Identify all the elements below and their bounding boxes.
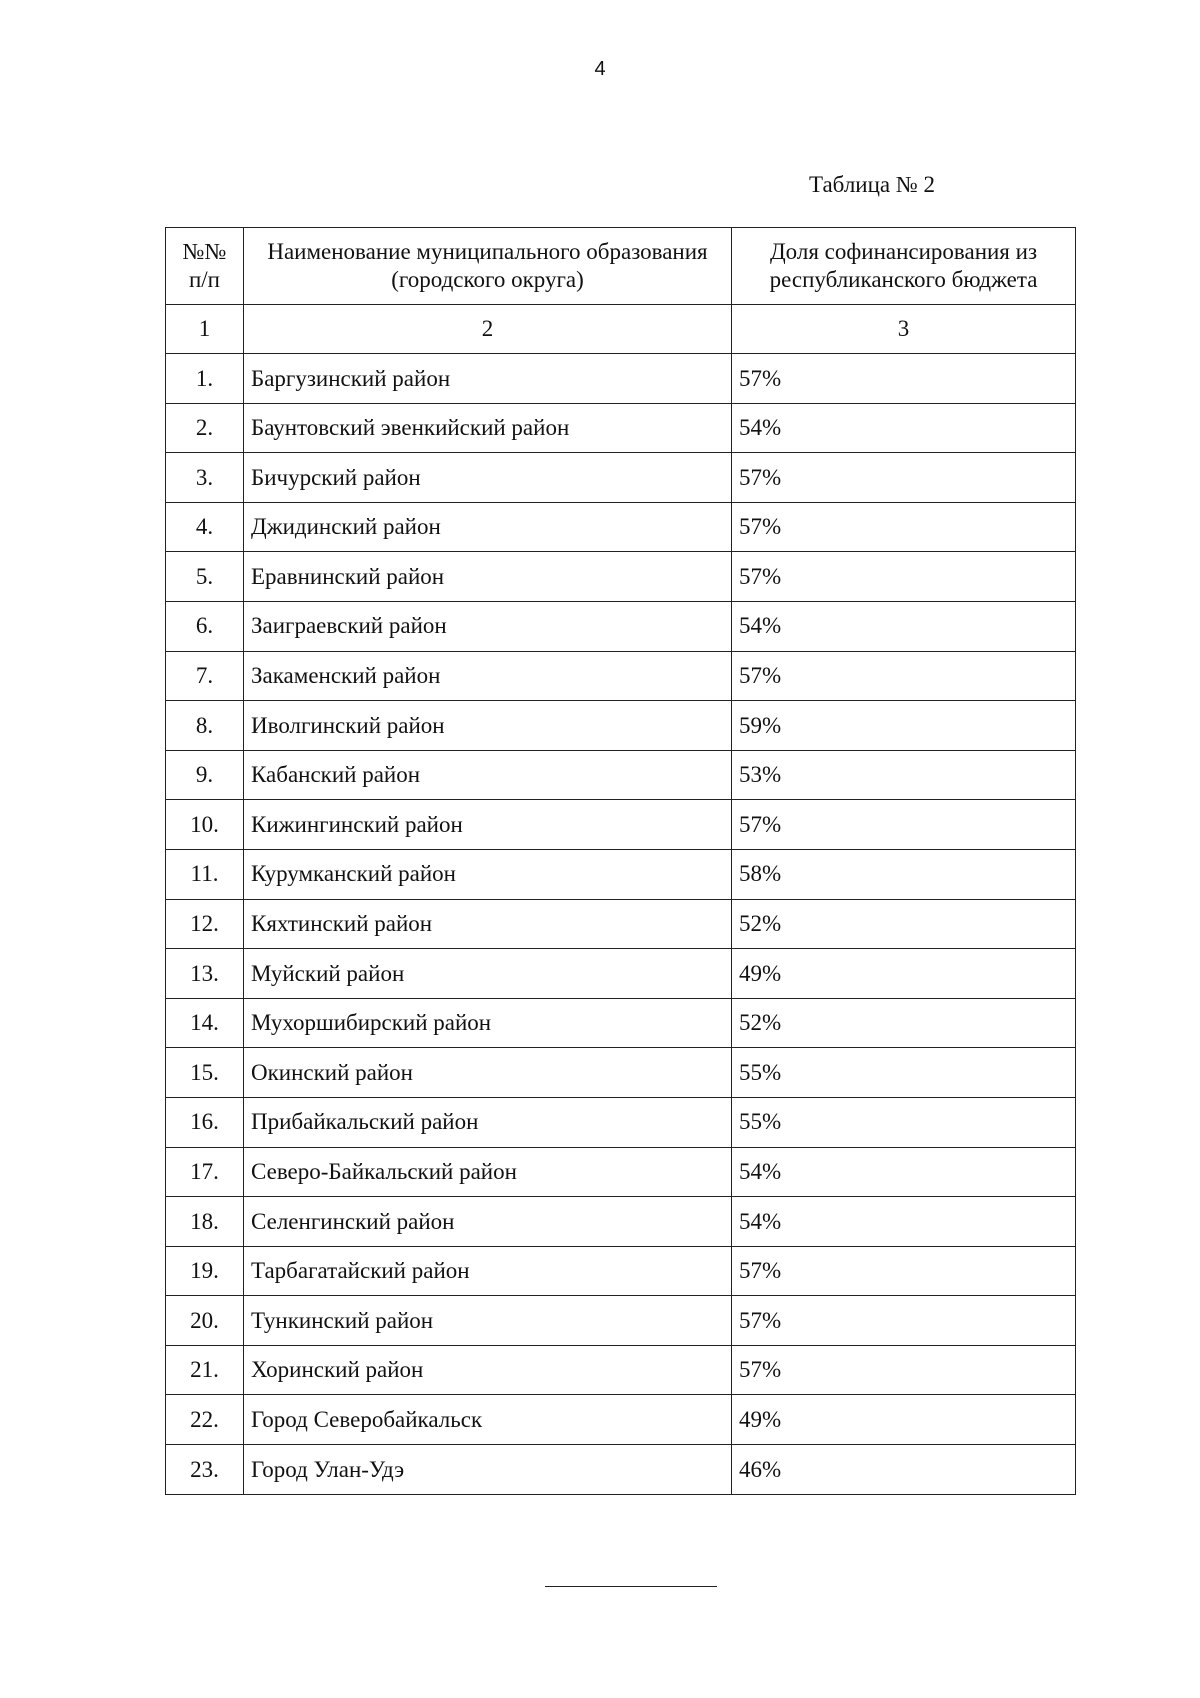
table-row — [166, 1445, 1076, 1495]
cofinancing-table — [165, 227, 1076, 1495]
table-row — [166, 1246, 1076, 1296]
cofinancing-share: 49% — [732, 949, 1076, 999]
page-number: 4 — [594, 58, 606, 80]
municipality-name: Иволгинский район — [244, 701, 732, 751]
row-number: 18. — [166, 1197, 244, 1247]
table-row — [166, 701, 1076, 751]
municipality-name: Баргузинский район — [244, 354, 732, 404]
cofinancing-share: 54% — [732, 601, 1076, 651]
table-row — [166, 998, 1076, 1048]
table-row — [166, 949, 1076, 999]
cofinancing-share: 57% — [732, 1296, 1076, 1346]
cofinancing-share: 54% — [732, 1197, 1076, 1247]
cofinancing-share: 54% — [732, 403, 1076, 453]
municipality-name: Кабанский район — [244, 750, 732, 800]
column-index: 1 — [166, 305, 244, 354]
table-header-row — [166, 228, 1076, 305]
municipality-name: Бичурский район — [244, 453, 732, 503]
column-index-row — [166, 305, 1076, 354]
row-number: 21. — [166, 1345, 244, 1395]
municipality-name: Город Улан-Удэ — [244, 1445, 732, 1495]
municipality-name: Кижингинский район — [244, 800, 732, 850]
cofinancing-share: 54% — [732, 1147, 1076, 1197]
row-number: 10. — [166, 800, 244, 850]
table-row — [166, 899, 1076, 949]
municipality-name: Курумканский район — [244, 849, 732, 899]
row-number: 14. — [166, 998, 244, 1048]
table-row — [166, 800, 1076, 850]
table-caption: Таблица № 2 — [809, 172, 936, 197]
table-row — [166, 1097, 1076, 1147]
municipality-name: Прибайкальский район — [244, 1097, 732, 1147]
municipality-name: Окинский район — [244, 1048, 732, 1098]
row-number: 16. — [166, 1097, 244, 1147]
table-row — [166, 1197, 1076, 1247]
cofinancing-share: 55% — [732, 1048, 1076, 1098]
row-number: 22. — [166, 1395, 244, 1445]
municipality-name: Баунтовский эвенкийский район — [244, 403, 732, 453]
cofinancing-share: 57% — [732, 651, 1076, 701]
row-number: 1. — [166, 354, 244, 404]
header-number — [166, 228, 244, 305]
header-share-line2: республиканского бюджета — [769, 267, 1038, 292]
row-number: 4. — [166, 502, 244, 552]
row-number: 6. — [166, 601, 244, 651]
municipality-name: Заиграевский район — [244, 601, 732, 651]
header-number-line2: п/п — [188, 267, 220, 292]
cofinancing-share: 57% — [732, 502, 1076, 552]
municipality-name: Мухоршибирский район — [244, 998, 732, 1048]
table-row — [166, 1345, 1076, 1395]
row-number: 15. — [166, 1048, 244, 1098]
row-number: 20. — [166, 1296, 244, 1346]
cofinancing-share: 49% — [732, 1395, 1076, 1445]
row-number: 23. — [166, 1445, 244, 1495]
municipality-name: Кяхтинский район — [244, 899, 732, 949]
cofinancing-share: 57% — [732, 354, 1076, 404]
cofinancing-share: 59% — [732, 701, 1076, 751]
table-row — [166, 1395, 1076, 1445]
municipality-name: Селенгинский район — [244, 1197, 732, 1247]
cofinancing-share: 57% — [732, 800, 1076, 850]
row-number: 8. — [166, 701, 244, 751]
municipality-name: Город Северобайкальск — [244, 1395, 732, 1445]
table-row — [166, 453, 1076, 503]
municipality-name: Джидинский район — [244, 502, 732, 552]
municipality-name: Хоринский район — [244, 1345, 732, 1395]
header-municipality — [244, 228, 732, 305]
table-row — [166, 403, 1076, 453]
row-number: 13. — [166, 949, 244, 999]
row-number: 12. — [166, 899, 244, 949]
cofinancing-share: 52% — [732, 998, 1076, 1048]
table-row — [166, 1296, 1076, 1346]
row-number: 5. — [166, 552, 244, 602]
column-index: 2 — [244, 305, 732, 354]
cofinancing-share: 57% — [732, 1246, 1076, 1296]
municipality-name: Закаменский район — [244, 651, 732, 701]
cofinancing-share: 57% — [732, 1345, 1076, 1395]
table-row — [166, 552, 1076, 602]
table-body — [166, 354, 1076, 1495]
header-municipality-line1: Наименование муниципального образования — [267, 239, 708, 265]
municipality-name: Еравнинский район — [244, 552, 732, 602]
table-row — [166, 750, 1076, 800]
municipality-name: Муйский район — [244, 949, 732, 999]
footer-divider — [545, 1586, 717, 1587]
municipality-name: Тарбагатайский район — [244, 1246, 732, 1296]
table-row — [166, 354, 1076, 404]
row-number: 3. — [166, 453, 244, 503]
municipality-name: Северо-Байкальский район — [244, 1147, 732, 1197]
row-number: 7. — [166, 651, 244, 701]
header-cofinancing-share — [732, 228, 1076, 305]
header-municipality-line2: (городского округа) — [391, 267, 584, 292]
header-share-line1: Доля софинансирования из — [769, 239, 1038, 265]
row-number: 19. — [166, 1246, 244, 1296]
column-index: 3 — [732, 305, 1076, 354]
cofinancing-share: 58% — [732, 849, 1076, 899]
row-number: 11. — [166, 849, 244, 899]
row-number: 9. — [166, 750, 244, 800]
table-row — [166, 651, 1076, 701]
table-row — [166, 601, 1076, 651]
header-number-line1: №№ — [182, 239, 227, 265]
table-row — [166, 849, 1076, 899]
cofinancing-share: 57% — [732, 552, 1076, 602]
cofinancing-share: 52% — [732, 899, 1076, 949]
cofinancing-share: 53% — [732, 750, 1076, 800]
table-row — [166, 1048, 1076, 1098]
municipality-name: Тункинский район — [244, 1296, 732, 1346]
row-number: 17. — [166, 1147, 244, 1197]
cofinancing-share: 55% — [732, 1097, 1076, 1147]
table-row — [166, 1147, 1076, 1197]
cofinancing-share: 46% — [732, 1445, 1076, 1495]
table-row — [166, 502, 1076, 552]
cofinancing-share: 57% — [732, 453, 1076, 503]
row-number: 2. — [166, 403, 244, 453]
